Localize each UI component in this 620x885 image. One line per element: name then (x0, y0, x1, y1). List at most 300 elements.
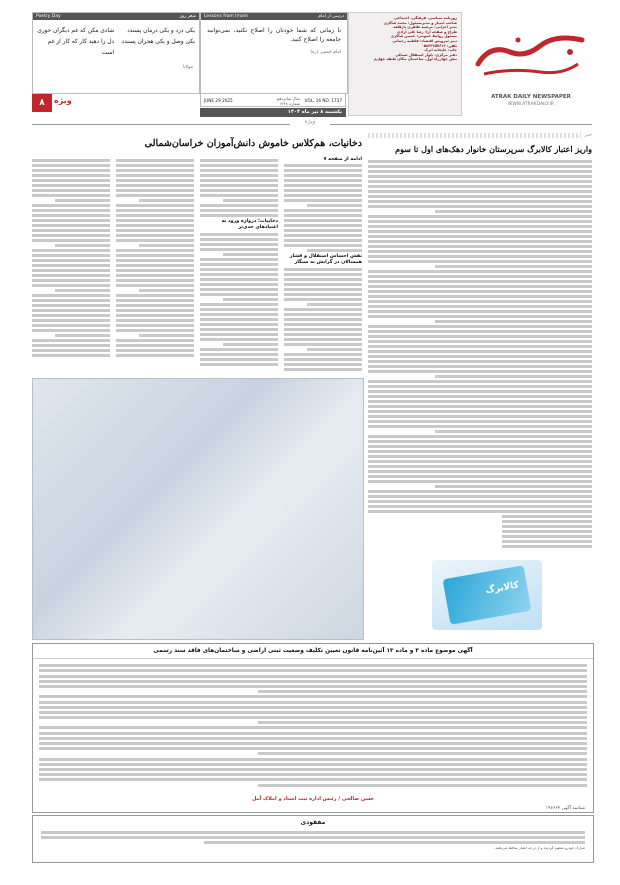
text-line (368, 340, 592, 343)
text-line (284, 199, 362, 202)
text-line (116, 189, 194, 192)
lost-text: مدارک خودرو مفقود گردیده و از درجه اعتبار ساقط می‌باشد. (494, 846, 585, 850)
text-line (502, 530, 592, 533)
text-line (32, 249, 110, 252)
text-line (116, 344, 194, 347)
text-line (368, 170, 592, 173)
poetry-title-fa: شعر روز (179, 14, 196, 19)
lost-notice (32, 815, 594, 863)
text-line (368, 295, 592, 298)
blurred-image (32, 378, 364, 640)
text-line (32, 279, 110, 282)
staff-line: روزنامه سیاسی، فرهنگی، اجتماعی (394, 16, 457, 20)
page-badge: ویژه (54, 96, 72, 105)
text-line (284, 353, 362, 356)
text-line (284, 224, 362, 227)
text-line (368, 260, 592, 263)
text-line (200, 358, 278, 361)
text-line (368, 335, 592, 338)
text-line (39, 758, 587, 761)
text-line (307, 204, 362, 207)
text-line (368, 300, 592, 303)
left-article-title: دخانیات، هم‌کلاس خاموش دانش‌آموزان خراسان‌شمالی (144, 138, 362, 149)
legal-ad (32, 643, 594, 813)
card-icon (443, 565, 532, 625)
text-line (284, 244, 362, 247)
text-line (116, 229, 194, 232)
staff-line: دبیر سرویس اقتصاد: فاطمه رحمانی (392, 38, 457, 43)
text-line (116, 324, 194, 327)
text-line (307, 249, 362, 252)
text-line (116, 319, 194, 322)
text-line (39, 763, 587, 766)
text-line (39, 680, 587, 683)
website-link[interactable]: WWW.ATRAKDAILY.IR (507, 102, 555, 107)
text-line (368, 400, 592, 403)
text-line (200, 288, 278, 291)
text-line (368, 355, 592, 358)
text-line (200, 293, 278, 296)
text-line (368, 195, 592, 198)
text-line (368, 470, 592, 473)
text-line (284, 209, 362, 212)
staff-line: مسئول روابط عمومی: حسین شاکری (390, 34, 457, 39)
text-line (116, 224, 194, 227)
text-line (39, 675, 587, 678)
text-line (116, 254, 194, 257)
text-line (32, 339, 110, 342)
text-line (32, 349, 110, 352)
text-line (200, 303, 278, 306)
text-line (284, 268, 362, 271)
text-line (368, 275, 592, 278)
text-line (368, 230, 592, 233)
poem-col-left (37, 26, 114, 59)
poem-col-right (118, 26, 195, 59)
text-line (368, 475, 592, 478)
text-line (39, 737, 587, 740)
text-column (284, 157, 362, 373)
text-line (116, 354, 194, 357)
text-line (368, 225, 592, 228)
text-line (368, 465, 592, 468)
text-line (368, 280, 592, 283)
text-line (200, 174, 278, 177)
text-line (55, 199, 110, 202)
text-line (200, 263, 278, 266)
text-line (39, 768, 587, 771)
text-line (368, 305, 592, 308)
text-line (116, 279, 194, 282)
text-line (368, 410, 592, 413)
text-line (284, 358, 362, 361)
text-line (32, 159, 110, 162)
text-line (258, 721, 587, 724)
text-line (139, 244, 194, 247)
text-line (116, 329, 194, 332)
text-line (200, 353, 278, 356)
text-line (368, 480, 592, 483)
text-line (200, 238, 278, 241)
text-line (284, 189, 362, 192)
text-line (368, 505, 592, 508)
text-line (39, 711, 587, 714)
text-line (368, 175, 592, 178)
text-line (368, 220, 592, 223)
text-line (368, 435, 592, 438)
text-line (116, 209, 194, 212)
text-line (200, 184, 278, 187)
text-line (32, 229, 110, 232)
text-line (368, 360, 592, 363)
text-line (32, 284, 110, 287)
text-line (116, 234, 194, 237)
text-line (284, 368, 362, 371)
text-line (284, 333, 362, 336)
staff-line: دفتر مرکزی: بلوار استقلال شمالی (395, 52, 457, 57)
logo-caption: ATRAK DAILY NEWSPAPER (491, 94, 571, 100)
text-line (502, 535, 592, 538)
text-line (200, 159, 278, 162)
text-line (368, 495, 592, 498)
text-line (368, 250, 592, 253)
text-line (32, 209, 110, 212)
text-line (32, 329, 110, 332)
year-issue (250, 96, 300, 106)
text-line (502, 520, 592, 523)
page-number: ۸ (32, 94, 52, 112)
text-line (32, 234, 110, 237)
text-column (200, 157, 278, 373)
text-line (32, 324, 110, 327)
text-line (39, 732, 587, 735)
text-line (502, 545, 592, 548)
staff-line: طراح و صفحه آرا: رضا علی آزادی (396, 29, 457, 34)
text-line (368, 450, 592, 453)
staff-line: تلفن: ۰۵۸۳۲۲۵۷۶۱۲ (421, 43, 457, 48)
text-line (39, 669, 587, 672)
date-en: JUNE 29 2025 (204, 97, 233, 103)
text-line (223, 343, 278, 346)
text-line (32, 299, 110, 302)
text-line (307, 303, 362, 306)
subheading: نقش احساس استقلال و فشار همسالان در گرایش به سیگار (289, 254, 362, 265)
poetry-title-en: Poetry Day (36, 14, 61, 19)
text-line (502, 515, 592, 518)
atrak-logo-icon (470, 24, 592, 86)
text-line (200, 233, 278, 236)
text-line (200, 308, 278, 311)
text-line (200, 258, 278, 261)
text-line (435, 485, 592, 488)
text-line (284, 363, 362, 366)
text-line (368, 445, 592, 448)
poem-columns (33, 20, 199, 65)
text-line (116, 204, 194, 207)
text-line (200, 313, 278, 316)
text-line (368, 325, 592, 328)
staff-line: مدیر اجرایی: مرضیه طاهری بازقلعه (393, 25, 457, 30)
text-line (368, 490, 592, 493)
text-line (32, 204, 110, 207)
year-fa: سال شانزدهم (276, 96, 300, 101)
text-line (200, 248, 278, 251)
text-line (368, 290, 592, 293)
text-line (284, 164, 362, 167)
text-line (39, 706, 587, 709)
text-line (39, 716, 587, 719)
text-line (368, 245, 592, 248)
text-line (32, 314, 110, 317)
logo-block (470, 24, 592, 124)
text-line (368, 415, 592, 418)
text-line (116, 294, 194, 297)
poem-line: دل را دهید کار که کار از غم است (47, 39, 114, 56)
text-line (368, 185, 592, 188)
text-line (200, 333, 278, 336)
text-line (200, 204, 278, 207)
imam-source: امام خمینی (ره) (310, 50, 341, 55)
left-article (32, 132, 362, 370)
text-line (368, 380, 592, 383)
text-line (435, 210, 592, 213)
text-line (116, 264, 194, 267)
poem-line: شادی مکن که غم دیگران خوری (37, 28, 114, 34)
text-line (200, 363, 278, 366)
text-line (55, 289, 110, 292)
text-line (32, 264, 110, 267)
text-line (368, 165, 592, 168)
ad-code: شناسه آگهی ۱۹۶۶۶۴ (545, 805, 585, 811)
issue-fa: شماره ۱۳۶۸ (279, 101, 300, 106)
text-line (32, 269, 110, 272)
section-label: ویژه (290, 118, 330, 125)
text-line (200, 338, 278, 341)
text-line (368, 190, 592, 193)
tag-rule (368, 133, 581, 138)
text-line (116, 249, 194, 252)
imam-header (201, 13, 347, 20)
text-line (116, 299, 194, 302)
text-line (284, 273, 362, 276)
text-line (200, 243, 278, 246)
text-line (368, 425, 592, 428)
text-line (223, 199, 278, 202)
text-line (39, 778, 587, 781)
text-line (116, 309, 194, 312)
subheading: دخانیات؛ دروازه ورود به اعتیادهای جدی‌تر (221, 219, 278, 230)
volume-number: VOL. 16 NO. 1737 (304, 97, 342, 103)
text-line (284, 214, 362, 217)
text-line (284, 338, 362, 341)
text-line (200, 328, 278, 331)
text-line (200, 189, 278, 192)
right-article-title: واریز اعتبار کالابرگ سرپرستان خانوار دهک‌های اول تا سوم (395, 144, 592, 154)
text-line (258, 690, 587, 693)
imam-title-fa: درسی از امام (318, 14, 344, 19)
text-line (284, 239, 362, 242)
imam-title-en: Lessons from Imam (204, 14, 249, 19)
text-line (32, 174, 110, 177)
text-line (284, 169, 362, 172)
poetry-header (33, 13, 199, 20)
text-line (368, 420, 592, 423)
text-line (435, 375, 592, 378)
text-line (116, 159, 194, 162)
text-line (41, 831, 585, 834)
text-line (368, 460, 592, 463)
text-line (116, 179, 194, 182)
text-line (368, 500, 592, 503)
text-line (116, 164, 194, 167)
poetry-box (32, 12, 200, 94)
text-line (32, 169, 110, 172)
text-line (368, 255, 592, 258)
continued-label: ادامه از صفحه ۷ (323, 157, 362, 162)
text-line (284, 298, 362, 301)
text-line (200, 323, 278, 326)
poem-line: یکی درد و یکی درمان پسندد (127, 28, 195, 34)
text-line (32, 214, 110, 217)
text-line (368, 310, 592, 313)
text-line (39, 773, 587, 776)
text-line (284, 343, 362, 346)
text-line (39, 701, 587, 704)
ad-signer: حسن صالحی / رئیس اداره ثبت اسناد و املاک آمل (251, 795, 375, 802)
text-line (32, 294, 110, 297)
text-line (116, 339, 194, 342)
text-line (32, 259, 110, 262)
text-line (368, 385, 592, 388)
text-line (32, 189, 110, 192)
text-line (368, 405, 592, 408)
text-line (284, 278, 362, 281)
text-line (368, 270, 592, 273)
text-line (368, 285, 592, 288)
text-line (368, 390, 592, 393)
text-line (116, 184, 194, 187)
text-line (368, 240, 592, 243)
kalabarg-card-image (432, 560, 542, 630)
text-line (32, 184, 110, 187)
text-line (435, 430, 592, 433)
text-line (116, 304, 194, 307)
text-line (284, 318, 362, 321)
text-line (284, 313, 362, 316)
text-line (39, 664, 587, 667)
text-line (368, 160, 592, 163)
staff-line: صاحب امتیاز و مدیرمسئول: محمد شاکری (383, 20, 457, 25)
text-line (284, 308, 362, 311)
poem-source: مولانا (183, 65, 193, 70)
text-line (200, 283, 278, 286)
staff-line: نبش چهارراه اول، ساختمان نیکان طبقه چهارم (374, 57, 457, 62)
text-line (368, 330, 592, 333)
text-line (200, 214, 278, 217)
text-line (368, 345, 592, 348)
staff-list (349, 13, 461, 65)
text-line (32, 344, 110, 347)
text-line (32, 354, 110, 357)
text-line (284, 323, 362, 326)
text-line (39, 685, 587, 688)
poem-line: یکی وصل و یکی هجران پسندد (121, 39, 195, 45)
text-line (258, 752, 587, 755)
text-line (32, 254, 110, 257)
text-line (139, 199, 194, 202)
left-article-body (32, 157, 362, 373)
text-line (284, 219, 362, 222)
staff-box (348, 12, 462, 116)
text-line (368, 200, 592, 203)
text-line (55, 334, 110, 337)
text-line (368, 370, 592, 373)
text-line (116, 169, 194, 172)
text-line (116, 314, 194, 317)
ad-title: آگهی موضوع ماده ۳ و ماده ۱۳ آئین‌نامه قانون تعیین تکلیف وضعیت ثبتی اراضی و ساختمان‌های فاقد سند رسمی (33, 644, 593, 659)
right-article-tagrow (368, 132, 592, 138)
text-line (204, 841, 585, 844)
text-line (368, 395, 592, 398)
text-line (307, 348, 362, 351)
text-line (39, 747, 587, 750)
text-line (55, 244, 110, 247)
text-line (284, 234, 362, 237)
text-line (32, 309, 110, 312)
text-line (435, 320, 592, 323)
text-line (32, 179, 110, 182)
text-line (32, 219, 110, 222)
text-line (200, 348, 278, 351)
text-line (32, 239, 110, 242)
text-line (116, 274, 194, 277)
text-line (200, 268, 278, 271)
text-line (39, 695, 587, 698)
text-line (284, 229, 362, 232)
right-article-body (368, 160, 592, 548)
text-line (200, 179, 278, 182)
text-line (116, 239, 194, 242)
lost-title: مفقودی (300, 819, 326, 826)
text-line (368, 315, 592, 318)
text-line (368, 180, 592, 183)
text-line (139, 289, 194, 292)
text-line (368, 235, 592, 238)
text-line (39, 742, 587, 745)
text-column (116, 157, 194, 373)
text-line (368, 455, 592, 458)
date-fa: یکشنبه ۸ تیر ماه ۱۴۰۴ (200, 108, 346, 117)
text-line (200, 209, 278, 212)
text-line (284, 184, 362, 187)
text-line (116, 284, 194, 287)
text-line (284, 174, 362, 177)
right-article-tag: خبر (584, 132, 592, 138)
text-line (200, 278, 278, 281)
text-line (284, 194, 362, 197)
text-column (32, 157, 110, 373)
text-line (116, 269, 194, 272)
text-line (116, 259, 194, 262)
text-line (116, 349, 194, 352)
text-line (200, 194, 278, 197)
text-line (368, 205, 592, 208)
text-line (284, 293, 362, 296)
text-line (368, 350, 592, 353)
text-line (368, 365, 592, 368)
text-line (223, 253, 278, 256)
text-line (200, 318, 278, 321)
